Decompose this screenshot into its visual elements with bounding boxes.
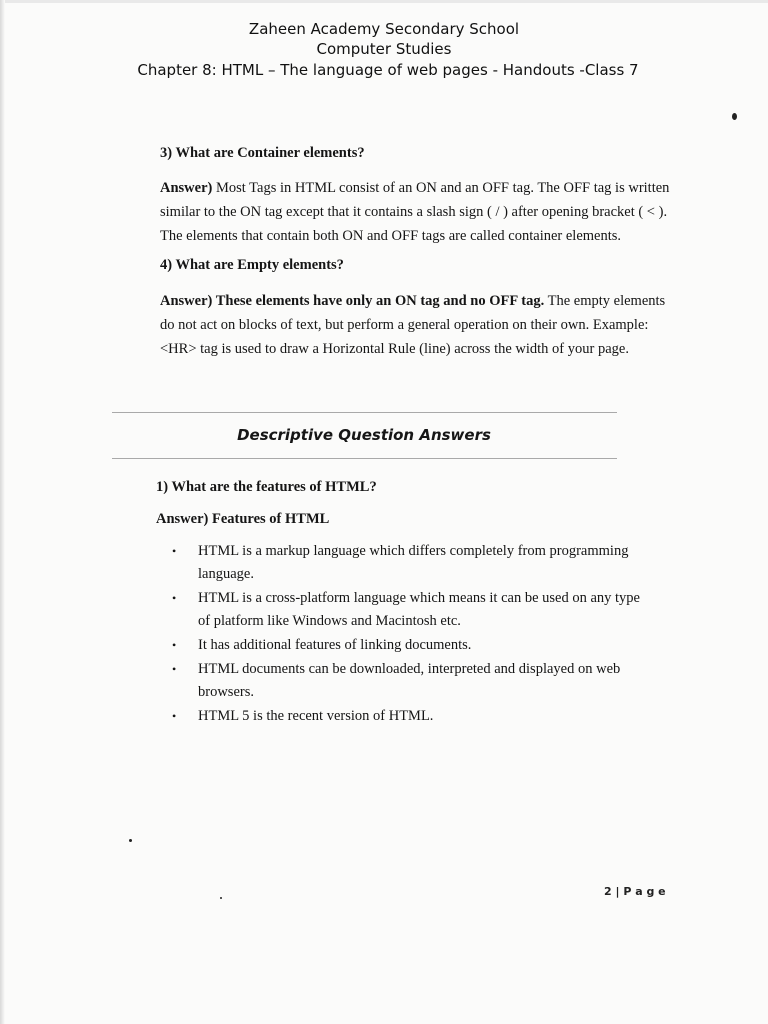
list-item: [172, 634, 652, 657]
question-empty-elements: 4) What are Empty elements?: [160, 257, 344, 273]
list-item-text: HTML is a markup language which differs completely from programming language.: [198, 543, 629, 582]
list-item: [172, 658, 652, 704]
answer-bold-lead: Answer) These elements have only an ON tag and no OFF tag.: [160, 293, 545, 309]
question-features-of-html: 1) What are the features of HTML?: [156, 479, 377, 495]
bullet-icon: •: [172, 591, 177, 605]
answer-empty-elements: [160, 289, 675, 361]
list-item: [172, 587, 652, 633]
answer-label: Answer): [160, 180, 213, 196]
scan-left-edge: [0, 0, 5, 1024]
list-item-text: HTML documents can be downloaded, interpreted and displayed on web browsers.: [198, 661, 621, 700]
bullet-icon: •: [172, 662, 177, 676]
list-item: [172, 705, 652, 728]
features-list: [172, 540, 652, 729]
scan-speck: [220, 897, 222, 899]
page-number: 2 | P a g e: [604, 885, 666, 898]
answer-heading: Answer) Features of HTML: [156, 511, 330, 527]
answer-text: Most Tags in HTML consist of an ON and an OFF tag. The OFF tag is written similar to the ON tag except that it contains a slash sign ( / ) after opening bracket ( < ). The elements that contain both ON and OFF tags are called container elements.: [160, 180, 670, 244]
answer-text: The empty elements do not act on blocks of text, but perform a general operation on their own. Example: <HR> tag is used to draw a Horizontal Rule (line) across the width of your page.: [160, 293, 666, 357]
bullet-icon: •: [172, 544, 177, 558]
section-title: Descriptive Question Answers: [237, 426, 491, 444]
scan-speck: [732, 113, 737, 120]
divider-top: [112, 412, 617, 413]
bullet-icon: •: [172, 709, 177, 723]
divider-bottom: [112, 458, 617, 459]
list-item-text: It has additional features of linking documents.: [198, 637, 472, 653]
question-container-elements: 3) What are Container elements?: [160, 145, 365, 161]
bullet-icon: •: [172, 638, 177, 652]
scan-speck: [129, 839, 132, 842]
list-item-text: HTML 5 is the recent version of HTML.: [198, 708, 434, 724]
scan-top-edge: [0, 0, 768, 3]
subject-title: Computer Studies: [316, 40, 452, 58]
list-item: [172, 540, 652, 586]
school-name: Zaheen Academy Secondary School: [248, 20, 520, 38]
chapter-title: Chapter 8: HTML – The language of web pages - Handouts -Class 7: [137, 61, 639, 79]
list-item-text: HTML is a cross-platform language which means it can be used on any type of platform like Windows and Macintosh etc.: [198, 590, 640, 629]
answer-container-elements: [160, 176, 675, 248]
